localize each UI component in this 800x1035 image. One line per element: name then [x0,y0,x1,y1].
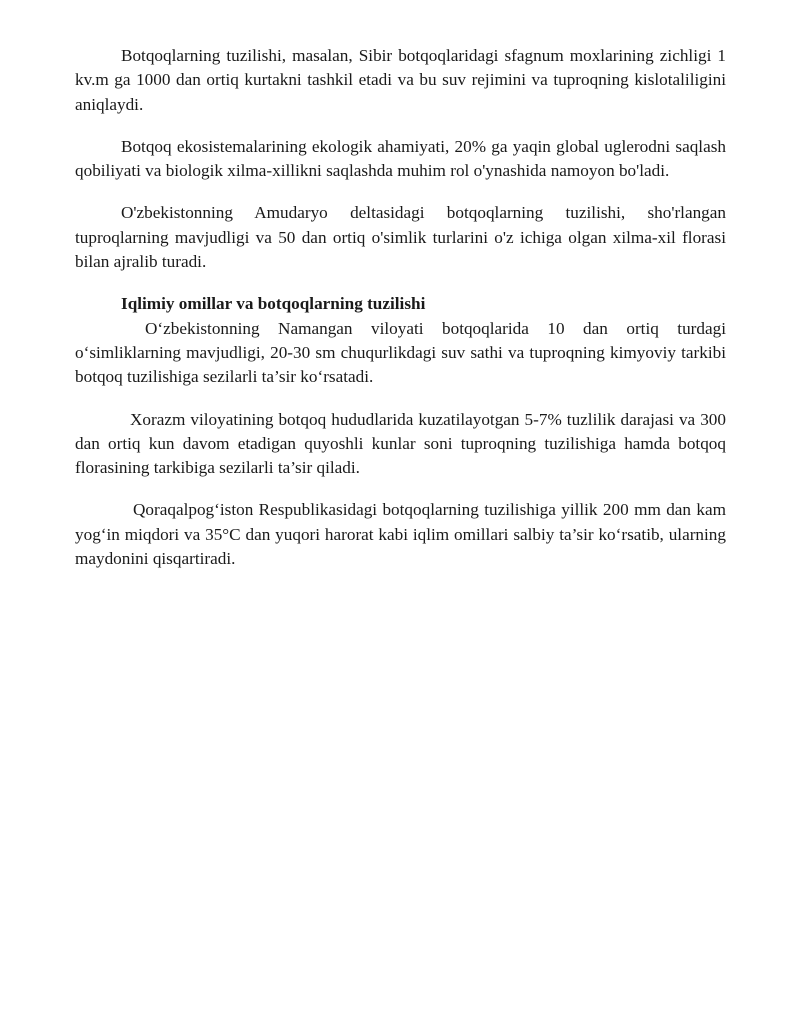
paragraph-gap [75,117,726,135]
paragraph-gap [75,274,726,292]
paragraph-gap [75,390,726,408]
paragraph-gap [75,183,726,201]
paragraph-gap [75,480,726,498]
paragraph-qoraqalpogiston: Qoraqalpog‘iston Respublikasidagi botqoqlarning tuzilishiga yillik 200 mm dan kam yog‘in miqdori va 35°C dan yuqori harorat kabi iqlim omillari salbiy ta’sir ko‘rsatib, ularning maydonini qisqartiradi. [75,500,726,569]
paragraph-namangan: O‘zbekistonning Namangan viloyati botqoqlarida 10 dan ortiq turdagi o‘simliklarning mavjudligi, 20-30 sm chuqurlikdagi suv sathi va tuproqning kimyoviy tarkibi botqoq tuzilishiga sezilarli ta’sir ko‘rsatadi. [75,318,726,387]
document-page [75,44,726,571]
paragraph-xorazm: Xorazm viloyatining botqoq hududlarida kuzatilayotgan 5-7% tuzlilik darajasi va 300 dan ortiq kun davom etadigan quyoshli kunlar soni tuproqning tuzilishiga hamda botqoq florasining tarkibiga sezilarli ta’sir qiladi. [75,409,726,478]
paragraph-sphagnum: Botqoqlarning tuzilishi, masalan, Sibir botqoqlaridagi sfagnum moxlarining zichligi 1 kv.m ga 1000 dan ortiq kurtakni tashkil etadi va bu suv rejimini va tuproqning kislotaliligini aniqlaydi. [75,46,726,114]
paragraph-ecological-importance: Botqoq ekosistemalarining ekologik ahamiyati, 20% ga yaqin global uglerodni saqlash qobiliyati va biologik xilma-xillikni saqlashda muhim rol o'ynashida namoyon bo'ladi. [75,136,726,181]
section-heading: Iqlimiy omillar va botqoqlarning tuzilishi [121,294,426,314]
paragraph-amudaryo-delta: O'zbekistonning Amudaryo deltasidagi botqoqlarning tuzilishi, sho'rlangan tuproqlarning mavjudligi va 50 dan ortiq o'simlik turlarini o'z ichiga olgan xilma-xil florasi bilan ajralib turadi. [75,203,726,272]
